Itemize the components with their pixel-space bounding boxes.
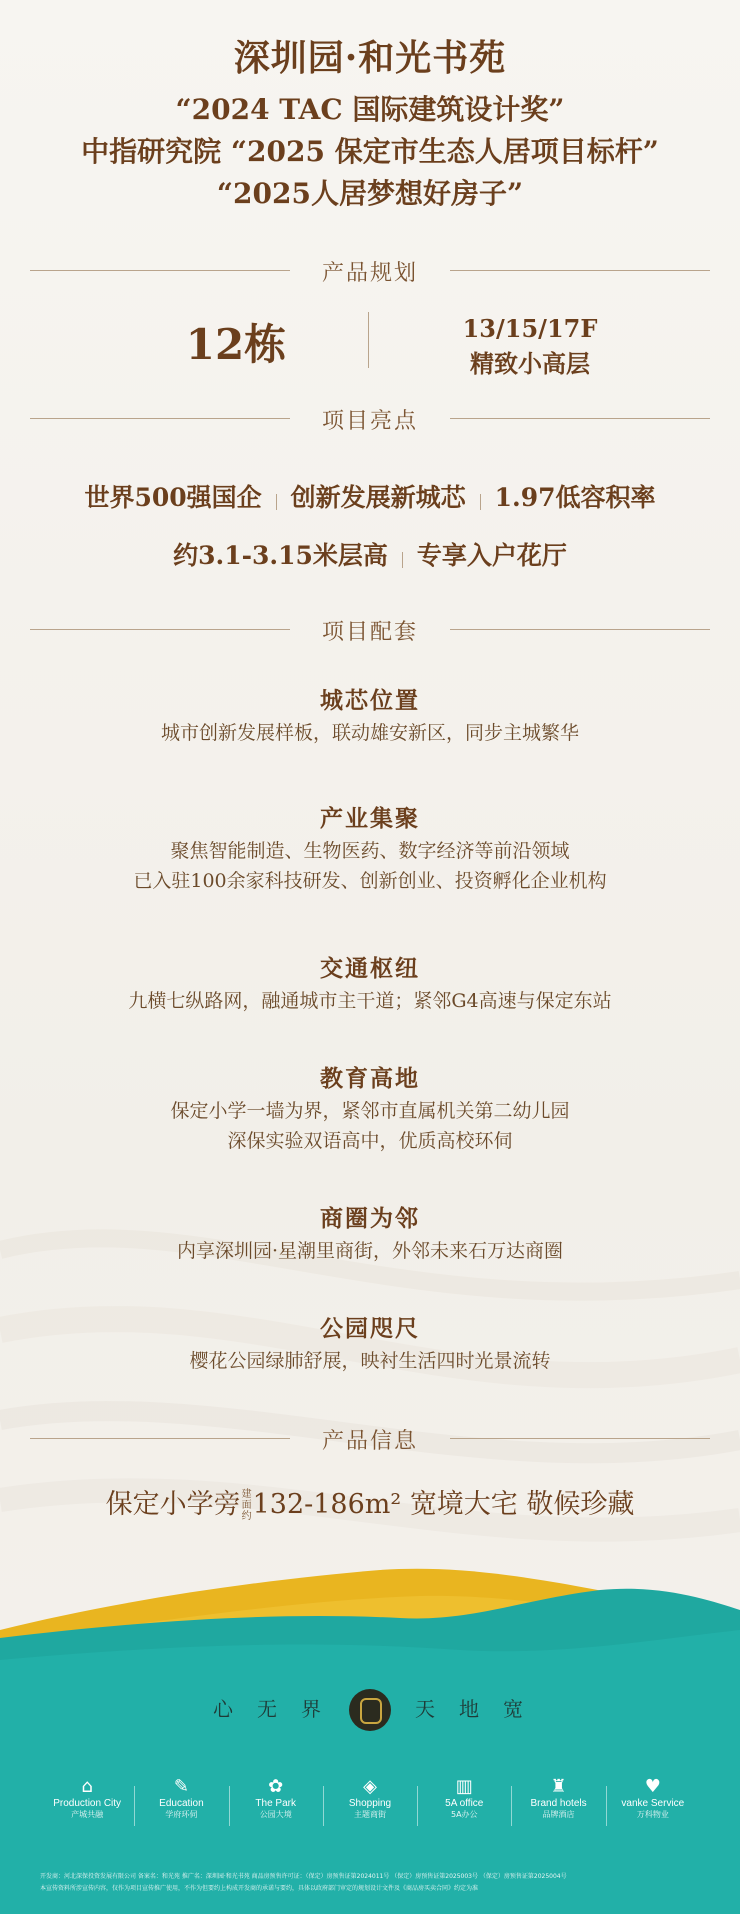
section-heading-highlights [30,404,710,434]
shopping-icon: ◈ [363,1776,377,1797]
building-count: 12栋 [185,320,287,369]
facility-title-commerce: 商圈为邻 [320,1205,420,1232]
slogan [0,1689,740,1731]
feature-label-en: Production City [53,1798,122,1809]
highlight-item: 专享入户花厅 [416,541,567,570]
facility-title-transport: 交通枢纽 [320,955,420,982]
product-info-suffix: 宽境大宅 敬候珍藏 [409,1489,635,1520]
facility-title-park: 公园咫尺 [320,1315,420,1342]
highlight-item: 约3.1-3.15米层高 [173,541,388,570]
facility-line: 樱花公园绿肺舒展，映衬生活四时光景流转 [189,1350,551,1372]
slogan-char: 天 [415,1696,439,1721]
fine-print-line-1: 开发商：河北深保投资发展有限公司 备案名：和光苑 推广名：深圳园·和光书苑 商品房预售许可证：（保定）房预售证第2024011号 （保定）房预售证第2025003号 （保定）房预售证第2025004号 [40,1873,567,1880]
section-heading-text: 项目配套 [321,620,418,645]
section-heading-product-info [30,1424,710,1454]
floor-levels: 13/15/17F [462,314,598,343]
award-line-1: “2024 TAC 国际建筑设计奖” [175,93,565,126]
feature-label-cn: 产城共融 [71,1810,104,1819]
separator [276,494,277,510]
section-heading-facilities [30,615,710,645]
production-city-icon: ⌂ [81,1776,93,1797]
feature-shopping [323,1776,417,1846]
feature-label-cn: 品牌酒店 [542,1810,575,1819]
facility-line: 已入驻100余家科技研发、创新创业、投资孵化企业机构 [133,870,607,892]
feature-label-cn: 万科物业 [636,1810,669,1819]
feature-label-en: Shopping [348,1798,392,1809]
section-heading-planning [30,256,710,286]
highlight-item: 1.97低容积率 [494,483,656,512]
building-type: 精致小高层 [470,349,590,378]
award-line-3: “2025人居梦想好房子” [216,177,524,210]
feature-office [417,1776,511,1846]
feature-label-cn: 主题商街 [353,1810,386,1819]
highlight-item: 世界500强国企 [84,483,262,512]
brand-logo-icon [349,1689,391,1731]
slogan-char: 心 [213,1696,237,1721]
feature-education [134,1776,228,1846]
feature-label-cn: 公园大境 [259,1810,292,1819]
feature-label-en: Education [159,1798,204,1809]
divider-line [450,418,710,419]
feature-production-city [40,1776,134,1846]
slogan-char: 界 [301,1696,325,1721]
feature-label-en: Brand hotels [530,1798,587,1809]
section-heading-text: 项目亮点 [321,409,418,434]
area-note: 建面约 [241,1489,252,1522]
divider-line [450,270,710,271]
fine-print-line-2: 本宣传资料所涉宣传内容，仅作为项目宣传推广使用，不作为但要约上构成开发商的承诺与要约，具体以政府部门审定的规划设计文件及《商品房买卖合同》约定为准 [40,1885,479,1892]
slogan-char: 地 [459,1696,483,1721]
highlights-row-1 [0,478,740,514]
bottom-wave-banner [0,1560,740,1914]
slogan-char: 宽 [503,1696,527,1721]
slogan-char: 无 [257,1696,281,1721]
separator [402,552,403,568]
facility-line: 城市创新发展样板，联动雄安新区，同步主城繁华 [160,722,579,744]
facility-title-education: 教育高地 [320,1065,420,1092]
office-icon: ▥ [455,1776,473,1797]
feature-label-en: vanke Service [621,1798,685,1809]
feature-label-en: The Park [255,1798,296,1809]
feature-icons-row [40,1776,700,1846]
separator [480,494,481,510]
service-icon: ♥ [644,1776,661,1797]
feature-label-cn: 学府环伺 [165,1810,198,1819]
park-icon: ✿ [268,1776,284,1797]
feature-hotels [511,1776,605,1846]
facility-line: 保定小学一墙为界，紧邻市直属机关第二幼儿园 [170,1100,570,1122]
feature-label-cn: 5A办公 [450,1810,478,1819]
highlights-row-2 [0,536,740,572]
feature-label-en: 5A office [445,1798,484,1809]
highlight-item: 创新发展新城芯 [290,483,466,512]
facility-title-industry: 产业集聚 [320,805,420,832]
area-range: 132-186m² [252,1489,402,1520]
education-icon: ✎ [173,1776,189,1797]
facility-line: 内享深圳园·星潮里商街，外邻未来石万达商圈 [176,1240,564,1262]
facility-line: 九横七纵路网，融通城市主干道；紧邻G4高速与保定东站 [128,990,612,1012]
divider-line [450,629,710,630]
divider-line [450,1438,710,1439]
hotel-icon: ♜ [550,1776,567,1797]
product-info-line [0,1482,740,1522]
page-title: 深圳园·和光书苑 [233,37,507,79]
section-heading-text: 产品信息 [321,1429,418,1454]
facility-line: 聚焦智能制造、生物医药、数字经济等前沿领域 [170,840,570,862]
facility-line: 深保实验双语高中，优质高校环伺 [227,1130,513,1152]
facility-title-location: 城芯位置 [320,687,420,714]
section-heading-text: 产品规划 [321,261,418,286]
product-info-prefix: 保定小学旁 [105,1489,241,1520]
vertical-divider [368,312,369,368]
feature-service [606,1776,700,1846]
award-line-2: 中指研究院 “2025 保定市生态人居项目标杆” [81,135,659,168]
feature-park [229,1776,323,1846]
